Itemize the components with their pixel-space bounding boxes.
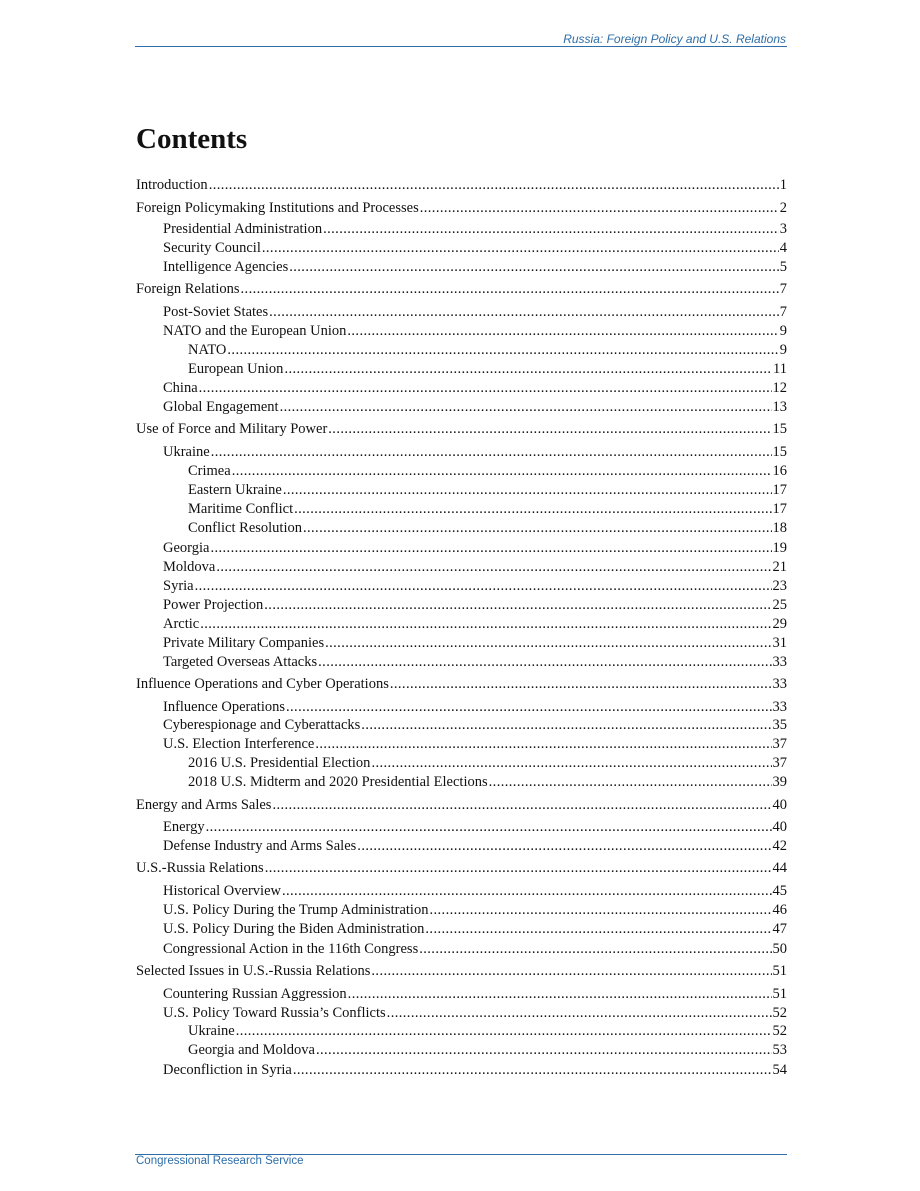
toc-entry-title: Private Military Companies xyxy=(163,635,325,651)
dot-leader xyxy=(303,519,772,537)
toc-entry-title: Georgia and Moldova xyxy=(188,1042,315,1058)
toc-entry-page: 52 xyxy=(772,1023,787,1039)
toc-entry-title: Introduction xyxy=(136,177,208,193)
toc-entry-title: Congressional Action in the 116th Congress xyxy=(163,941,419,957)
toc-entry-page: 47 xyxy=(772,921,787,937)
toc-entry[interactable] xyxy=(188,754,787,772)
dot-leader xyxy=(284,360,772,378)
toc-entry-title: Power Projection xyxy=(163,597,264,613)
toc-entry-title: Selected Issues in U.S.-Russia Relations xyxy=(136,963,371,979)
toc-entry-title: U.S. Policy During the Trump Administration xyxy=(163,902,429,918)
toc-entry-page: 42 xyxy=(772,838,787,854)
toc-entry-page: 29 xyxy=(772,616,787,632)
toc-entry-title: Influence Operations and Cyber Operations xyxy=(136,676,389,692)
dot-leader xyxy=(264,596,771,614)
toc-entry-page: 16 xyxy=(772,463,787,479)
toc-entry-title: Use of Force and Military Power xyxy=(136,421,328,437)
toc-entry-title: Energy xyxy=(163,819,205,835)
toc-entry-title: Georgia xyxy=(163,540,210,556)
toc-entry[interactable] xyxy=(163,882,787,900)
toc-entry-title: Conflict Resolution xyxy=(188,520,302,536)
toc-entry-page: 45 xyxy=(772,883,787,899)
toc-entry-page: 3 xyxy=(779,221,787,237)
toc-entry-page: 25 xyxy=(772,597,787,613)
toc-entry[interactable] xyxy=(188,341,787,359)
toc-entry-title: Post-Soviet States xyxy=(163,304,269,320)
toc-entry-title: Syria xyxy=(163,578,194,594)
toc-entry[interactable] xyxy=(163,837,787,855)
toc-entry[interactable] xyxy=(136,420,787,438)
toc-entry[interactable] xyxy=(188,1041,787,1059)
dot-leader xyxy=(265,859,772,877)
toc-entry-page: 46 xyxy=(772,902,787,918)
dot-leader xyxy=(315,735,771,753)
toc-entry-page: 7 xyxy=(779,281,787,297)
toc-entry-title: Intelligence Agencies xyxy=(163,259,289,275)
toc-entry-page: 21 xyxy=(772,559,787,575)
dot-leader xyxy=(269,303,779,321)
dot-leader xyxy=(294,500,771,518)
toc-entry-page: 15 xyxy=(772,421,787,437)
dot-leader xyxy=(282,882,772,900)
toc-entry-title: Ukraine xyxy=(163,444,210,460)
toc-entry[interactable] xyxy=(163,322,787,340)
toc-entry-page: 31 xyxy=(772,635,787,651)
toc-entry-page: 51 xyxy=(772,986,787,1002)
toc-entry-title: Targeted Overseas Attacks xyxy=(163,654,318,670)
dot-leader xyxy=(286,698,772,716)
toc-entry-title: 2018 U.S. Midterm and 2020 Presidential Elections xyxy=(188,774,488,790)
dot-leader xyxy=(206,818,772,836)
toc-entry-page: 40 xyxy=(772,819,787,835)
toc-entry[interactable] xyxy=(188,481,787,499)
toc-entry-title: Energy and Arms Sales xyxy=(136,797,272,813)
toc-entry[interactable] xyxy=(163,1061,787,1079)
toc-entry-page: 33 xyxy=(772,699,787,715)
toc-entry-page: 1 xyxy=(779,177,787,193)
dot-leader xyxy=(371,962,771,980)
toc-entry[interactable] xyxy=(163,698,787,716)
toc-entry-title: Security Council xyxy=(163,240,261,256)
toc-entry-title: 2016 U.S. Presidential Election xyxy=(188,755,371,771)
toc-entry[interactable] xyxy=(163,220,787,238)
toc-entry-title: Presidential Administration xyxy=(163,221,323,237)
toc-entry-title: Historical Overview xyxy=(163,883,281,899)
toc-entry-page: 9 xyxy=(779,323,787,339)
dot-leader xyxy=(328,420,771,438)
toc-entry[interactable] xyxy=(163,716,787,734)
toc-entry-page: 13 xyxy=(772,399,787,415)
toc-entry[interactable] xyxy=(163,653,787,671)
toc-entry-title: Foreign Policymaking Institutions and Processes xyxy=(136,200,419,216)
toc-entry[interactable] xyxy=(163,1004,787,1022)
running-header: Russia: Foreign Policy and U.S. Relations xyxy=(563,32,786,46)
toc-entry[interactable] xyxy=(163,818,787,836)
toc-entry-title: Arctic xyxy=(163,616,200,632)
toc-entry[interactable] xyxy=(163,596,787,614)
toc-entry-page: 50 xyxy=(772,941,787,957)
toc-entry-page: 23 xyxy=(772,578,787,594)
dot-leader xyxy=(241,280,779,298)
toc-entry-page: 44 xyxy=(772,860,787,876)
dot-leader xyxy=(387,1004,772,1022)
toc-entry[interactable] xyxy=(163,443,787,461)
toc-entry[interactable] xyxy=(188,1022,787,1040)
toc-entry[interactable] xyxy=(163,901,787,919)
dot-leader xyxy=(361,716,771,734)
toc-entry-page: 40 xyxy=(772,797,787,813)
toc-entry[interactable] xyxy=(136,280,787,298)
dot-leader xyxy=(293,1061,772,1079)
dot-leader xyxy=(210,539,771,557)
dot-leader xyxy=(216,558,771,576)
toc-entry-title: Cyberespionage and Cyberattacks xyxy=(163,717,361,733)
toc-entry-title: Maritime Conflict xyxy=(188,501,294,517)
page-title: Contents xyxy=(136,123,248,155)
toc-entry[interactable] xyxy=(136,199,787,217)
dot-leader xyxy=(489,773,772,791)
toc-entry-page: 37 xyxy=(772,736,787,752)
toc-entry-title: NATO xyxy=(188,342,227,358)
toc-entry[interactable] xyxy=(136,796,787,814)
dot-leader xyxy=(348,985,772,1003)
toc-entry[interactable] xyxy=(163,239,787,257)
dot-leader xyxy=(325,634,771,652)
toc-entry[interactable] xyxy=(163,379,787,397)
toc-entry[interactable] xyxy=(163,634,787,652)
toc-entry-title: Global Engagement xyxy=(163,399,279,415)
footer-publisher: Congressional Research Service xyxy=(136,1155,304,1167)
dot-leader xyxy=(347,322,778,340)
toc-entry[interactable] xyxy=(136,675,787,693)
dot-leader xyxy=(211,443,772,461)
toc-entry[interactable] xyxy=(188,519,787,537)
toc-entry-title: Defense Industry and Arms Sales xyxy=(163,838,357,854)
dot-leader xyxy=(236,1022,772,1040)
toc-entry-title: China xyxy=(163,380,198,396)
toc-entry[interactable] xyxy=(136,176,787,194)
toc-entry-title: U.S. Election Interference xyxy=(163,736,315,752)
toc-entry-title: Countering Russian Aggression xyxy=(163,986,347,1002)
toc-entry-title: Moldova xyxy=(163,559,216,575)
toc-entry-page: 54 xyxy=(772,1062,787,1078)
toc-entry-title: Deconfliction in Syria xyxy=(163,1062,292,1078)
toc-entry-title: Influence Operations xyxy=(163,699,285,715)
toc-entry-page: 17 xyxy=(772,501,787,517)
toc-entry-title: Crimea xyxy=(188,463,231,479)
toc-entry[interactable] xyxy=(163,558,787,576)
toc-entry-page: 35 xyxy=(772,717,787,733)
toc-entry-page: 18 xyxy=(772,520,787,536)
toc-entry[interactable] xyxy=(163,615,787,633)
toc-entry-page: 51 xyxy=(772,963,787,979)
dot-leader xyxy=(200,615,771,633)
dot-leader xyxy=(316,1041,772,1059)
header-rule xyxy=(135,46,787,47)
toc-entry[interactable] xyxy=(188,462,787,480)
dot-leader xyxy=(232,462,772,480)
toc-entry-page: 4 xyxy=(779,240,787,256)
toc-entry-page: 7 xyxy=(779,304,787,320)
toc-entry-title: Ukraine xyxy=(188,1023,235,1039)
toc-entry-page: 5 xyxy=(779,259,787,275)
dot-leader xyxy=(280,398,772,416)
toc-entry-page: 15 xyxy=(772,444,787,460)
toc-entry-title: European Union xyxy=(188,361,284,377)
toc-entry-page: 33 xyxy=(772,676,787,692)
toc-entry[interactable] xyxy=(188,360,787,378)
toc-entry[interactable] xyxy=(163,920,787,938)
toc-entry-title: Eastern Ukraine xyxy=(188,482,282,498)
toc-entry-page: 52 xyxy=(772,1005,787,1021)
toc-entry-page: 53 xyxy=(772,1042,787,1058)
toc-entry[interactable] xyxy=(163,539,787,557)
toc-entry-title: Foreign Relations xyxy=(136,281,240,297)
toc-entry[interactable] xyxy=(163,258,787,276)
toc-entry-page: 2 xyxy=(779,200,787,216)
dot-leader xyxy=(289,258,779,276)
toc-entry[interactable] xyxy=(188,773,787,791)
toc-entry-title: U.S.-Russia Relations xyxy=(136,860,264,876)
toc-entry-title: NATO and the European Union xyxy=(163,323,347,339)
toc-entry[interactable] xyxy=(136,962,787,980)
dot-leader xyxy=(195,577,772,595)
dot-leader xyxy=(357,837,771,855)
toc-entry-title: U.S. Policy During the Biden Administration xyxy=(163,921,425,937)
toc-entry[interactable] xyxy=(188,500,787,518)
toc-entry-page: 37 xyxy=(772,755,787,771)
toc-entry[interactable] xyxy=(136,859,787,877)
toc-entry[interactable] xyxy=(163,985,787,1003)
toc-entry-page: 33 xyxy=(772,654,787,670)
dot-leader xyxy=(262,239,779,257)
dot-leader xyxy=(323,220,779,238)
toc-entry[interactable] xyxy=(163,940,787,958)
dot-leader xyxy=(371,754,771,772)
toc-entry[interactable] xyxy=(163,577,787,595)
toc-entry-page: 11 xyxy=(773,361,787,377)
dot-leader xyxy=(227,341,778,359)
toc-entry-title: U.S. Policy Toward Russia’s Conflicts xyxy=(163,1005,386,1021)
toc-entry-page: 12 xyxy=(772,380,787,396)
toc-entry-page: 9 xyxy=(779,342,787,358)
dot-leader xyxy=(318,653,771,671)
dot-leader xyxy=(420,199,779,217)
toc-entry[interactable] xyxy=(163,735,787,753)
dot-leader xyxy=(272,796,771,814)
dot-leader xyxy=(429,901,771,919)
toc-entry-page: 39 xyxy=(772,774,787,790)
dot-leader xyxy=(390,675,772,693)
dot-leader xyxy=(199,379,772,397)
toc-entry[interactable] xyxy=(163,303,787,321)
toc-entry-page: 19 xyxy=(772,540,787,556)
dot-leader xyxy=(419,940,771,958)
toc-entry-page: 17 xyxy=(772,482,787,498)
dot-leader xyxy=(209,176,779,194)
dot-leader xyxy=(425,920,771,938)
toc-entry[interactable] xyxy=(163,398,787,416)
dot-leader xyxy=(283,481,772,499)
